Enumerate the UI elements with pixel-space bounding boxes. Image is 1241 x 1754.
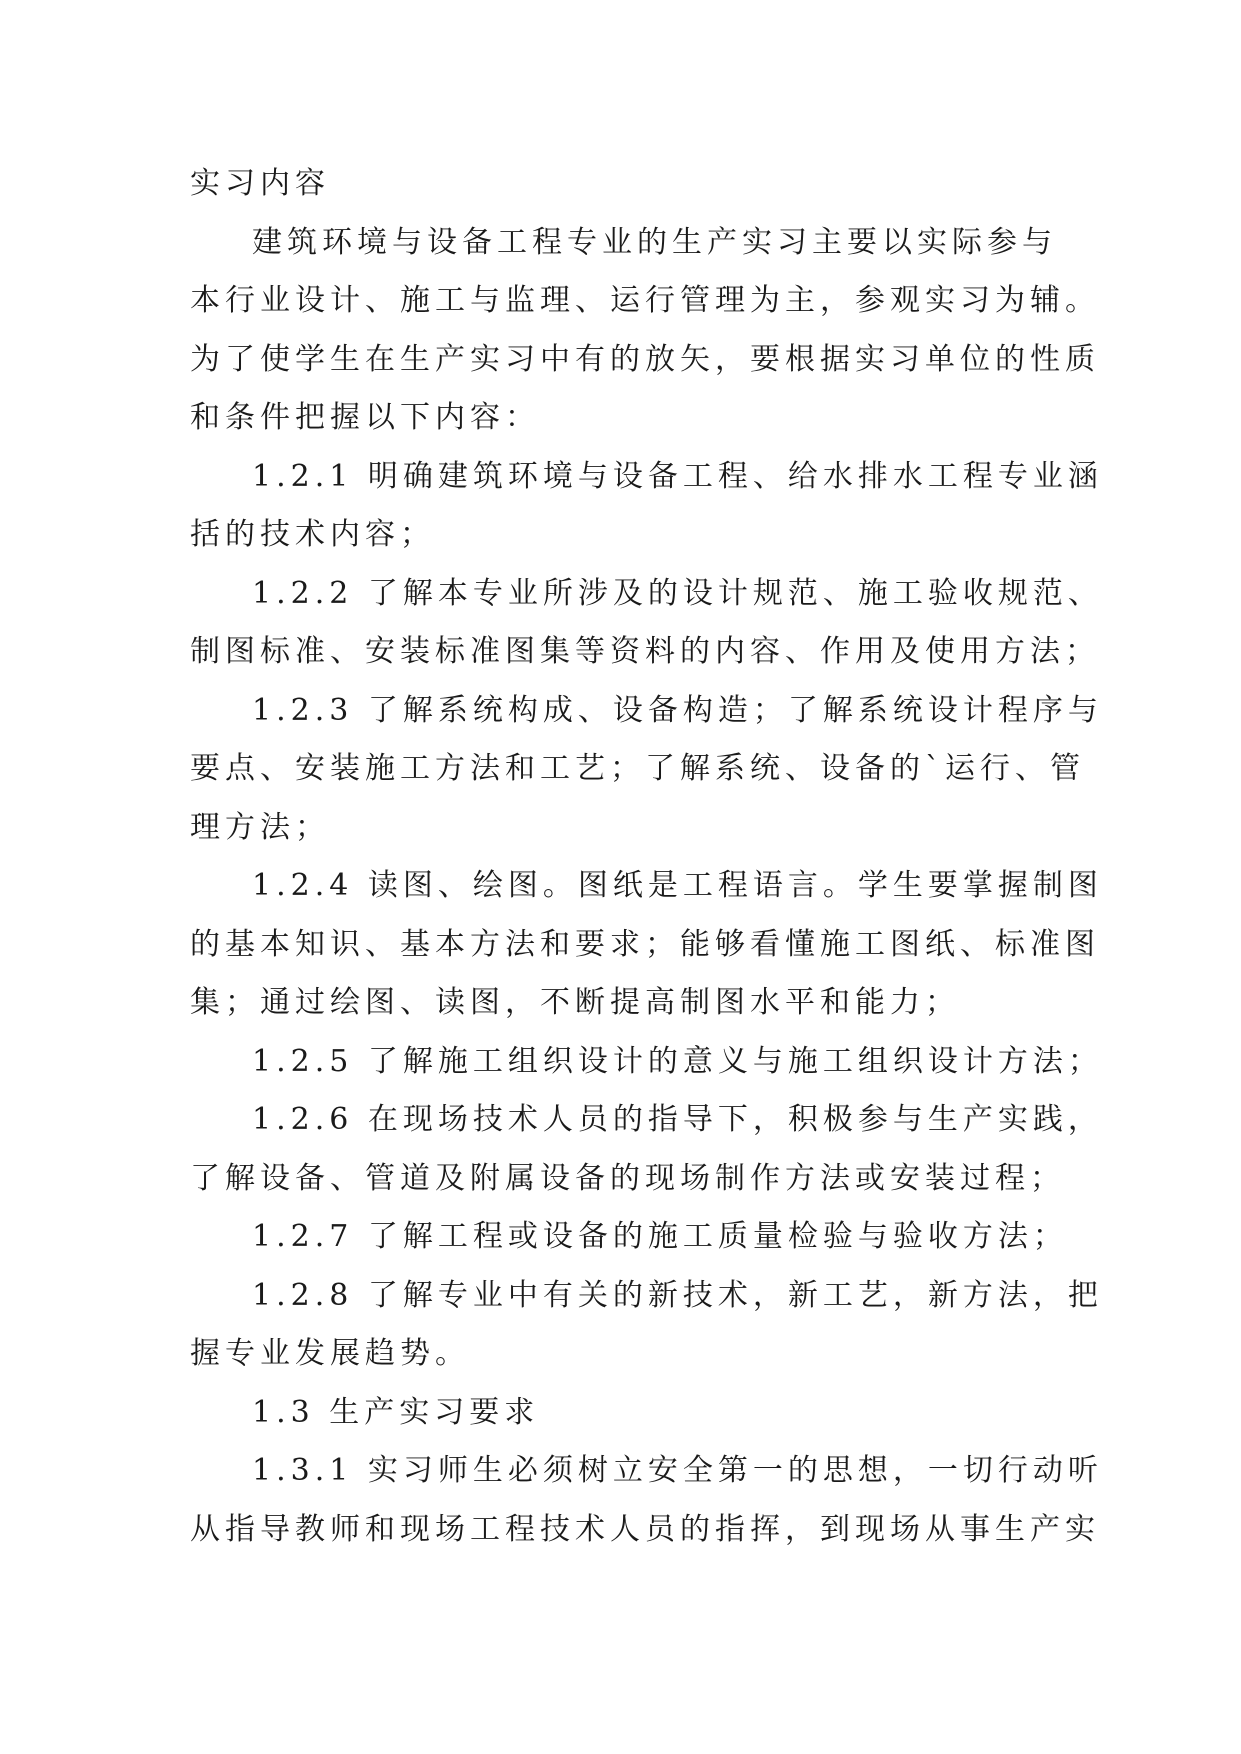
- text-line: 制图标准、安装标准图集等资料的内容、作用及使用方法；: [190, 634, 1100, 669]
- text-line: 实习内容: [190, 166, 330, 201]
- text-line: 为了使学生在生产实习中有的放矢，要根据实习单位的性质: [190, 341, 1100, 377]
- text-line: 握专业发展趋势。: [190, 1336, 470, 1371]
- text-line: 建筑环境与设备工程专业的生产实习主要以实际参与: [252, 224, 1057, 260]
- text-line: 本行业设计、施工与监理、运行管理为主，参观实习为辅。: [190, 283, 1100, 318]
- text-line: 要点、安装施工方法和工艺；了解系统、设备的`运行、管: [190, 751, 1085, 786]
- text-line: 1.2.5 了解施工组织设计的意义与施工组织设计方法；: [252, 1043, 1103, 1079]
- text-line: 理方法；: [190, 809, 330, 845]
- text-line: 1.2.3 了解系统构成、设备构造；了解系统设计程序与: [252, 692, 1103, 728]
- text-line: 1.2.8 了解专业中有关的新技术，新工艺，新方法，把: [252, 1277, 1103, 1313]
- text-line: 集；通过绘图、读图，不断提高制图水平和能力；: [190, 985, 960, 1020]
- text-line: 的基本知识、基本方法和要求；能够看懂施工图纸、标准图: [190, 926, 1100, 962]
- text-line: 和条件把握以下内容：: [190, 400, 540, 435]
- text-line: 1.2.1 明确建筑环境与设备工程、给水排水工程专业涵: [252, 458, 1103, 494]
- text-line: 1.2.4 读图、绘图。图纸是工程语言。学生要掌握制图: [252, 868, 1103, 903]
- text-line: 1.3 生产实习要求: [252, 1394, 540, 1430]
- text-line: 从指导教师和现场工程技术人员的指挥，到现场从事生产实: [190, 1511, 1100, 1547]
- text-line: 了解设备、管道及附属设备的现场制作方法或安装过程；: [190, 1160, 1065, 1196]
- text-line: 1.3.1 实习师生必须树立安全第一的思想，一切行动听: [252, 1453, 1103, 1488]
- document-body: [190, 155, 1103, 1559]
- text-line: 1.2.2 了解本专业所涉及的设计规范、施工验收规范、: [252, 575, 1103, 611]
- text-line: 1.2.7 了解工程或设备的施工质量检验与验收方法；: [252, 1219, 1068, 1254]
- text-line: 1.2.6 在现场技术人员的指导下，积极参与生产实践，: [252, 1102, 1103, 1137]
- text-line: 括的技术内容；: [190, 517, 435, 552]
